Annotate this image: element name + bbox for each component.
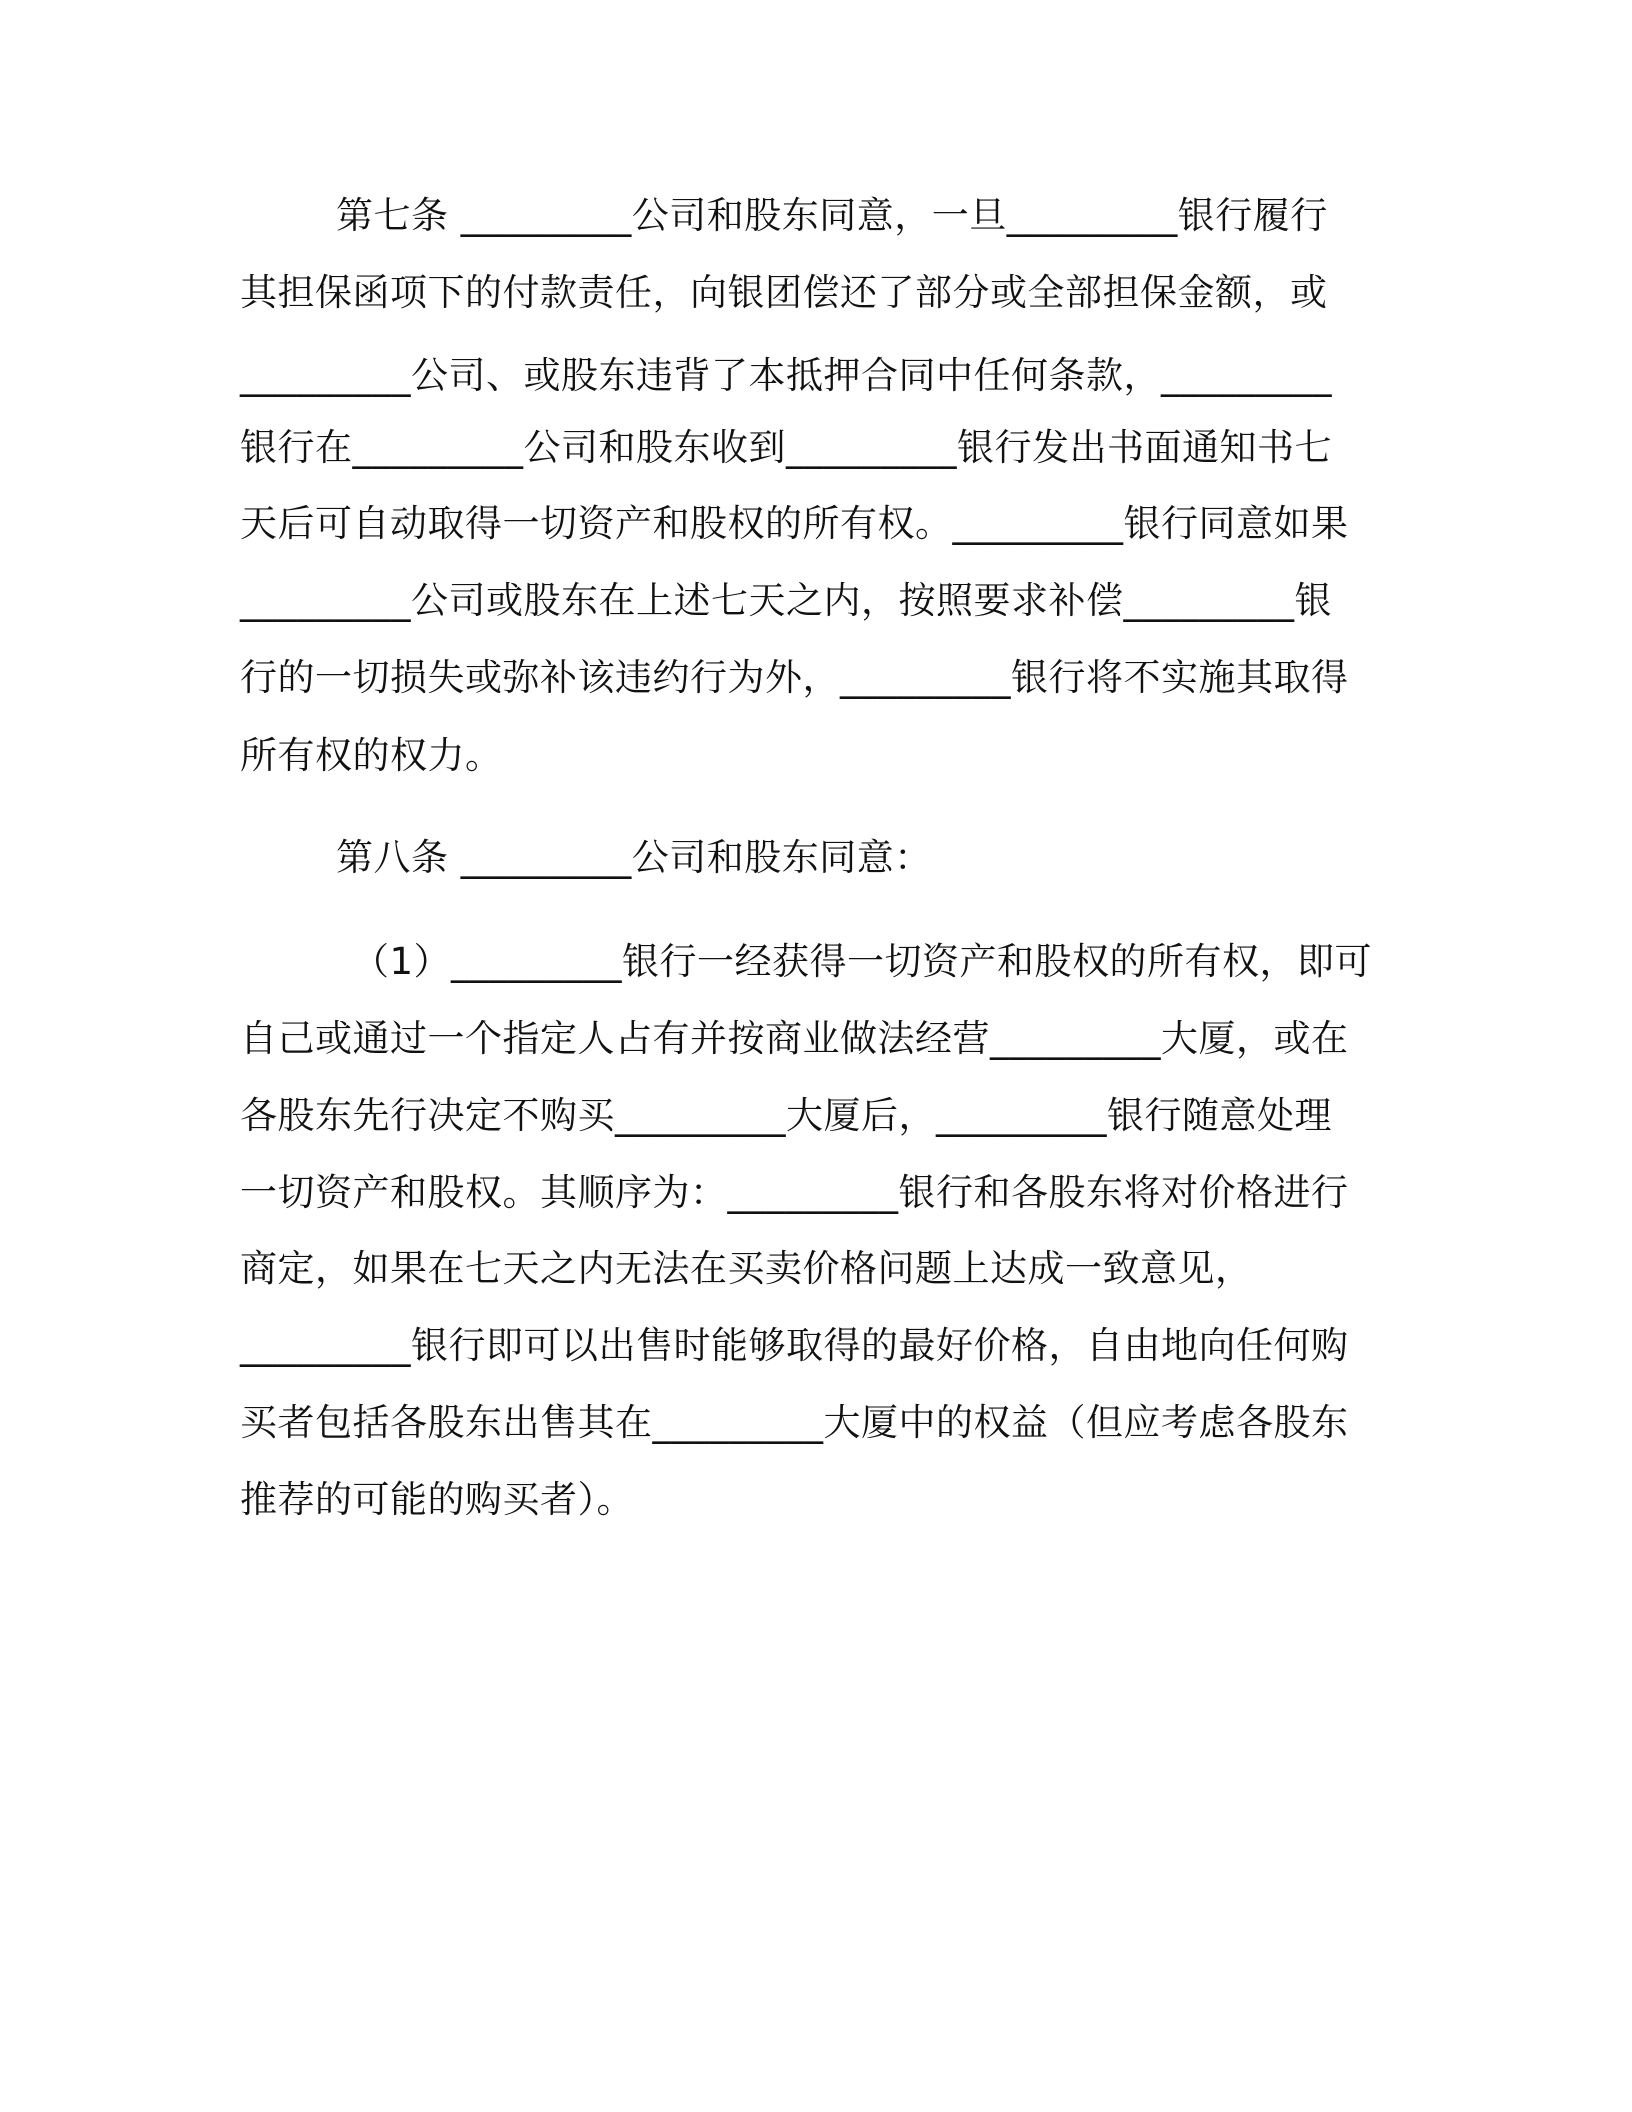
- clause-1-line-7: 买者包括各股东出售其在_________大厦中的权益（但应考虑各股东: [240, 1401, 1349, 1444]
- article-7-line-6: _________公司或股东在上述七天之内，按照要求补偿_________银: [240, 579, 1332, 622]
- article-7-line-3: _________公司、或股东违背了本抵押合同中任何条款，_________: [240, 354, 1332, 397]
- article-7-line-8: 所有权的权力。: [240, 734, 503, 777]
- clause-1-line-3: 各股东先行决定不购买_________大厦后，_________银行随意处理: [240, 1094, 1332, 1137]
- clause-1-line-2: 自己或通过一个指定人占有并按商业做法经营_________大厦，或在: [240, 1017, 1349, 1060]
- article-7-line-4: 银行在_________公司和股东收到_________银行发出书面通知书七: [240, 426, 1332, 469]
- article-8-heading: 第八条 _________公司和股东同意：: [336, 836, 932, 879]
- clause-1-line-8: 推荐的可能的购买者）。: [240, 1478, 634, 1521]
- clause-1-line-5: 商定，如果在七天之内无法在买卖价格问题上达成一致意见，: [240, 1247, 1253, 1290]
- article-7-line-2: 其担保函项下的付款责任，向银团偿还了部分或全部担保金额，或: [240, 271, 1328, 314]
- article-7-line-5: 天后可自动取得一切资产和股权的所有权。_________银行同意如果: [240, 502, 1349, 545]
- article-7-line-1: 第七条 _________公司和股东同意，一旦_________银行履行: [336, 194, 1328, 237]
- clause-1-line-6: _________银行即可以出售时能够取得的最好价格，自由地向任何购: [240, 1324, 1349, 1367]
- clause-1-line-1: （1）_________银行一经获得一切资产和股权的所有权，即可: [352, 940, 1373, 983]
- article-7-line-7: 行的一切损失或弥补该违约行为外，_________银行将不实施其取得: [240, 656, 1349, 699]
- clause-1-line-4: 一切资产和股权。其顺序为：_________银行和各股东将对价格进行: [240, 1171, 1349, 1214]
